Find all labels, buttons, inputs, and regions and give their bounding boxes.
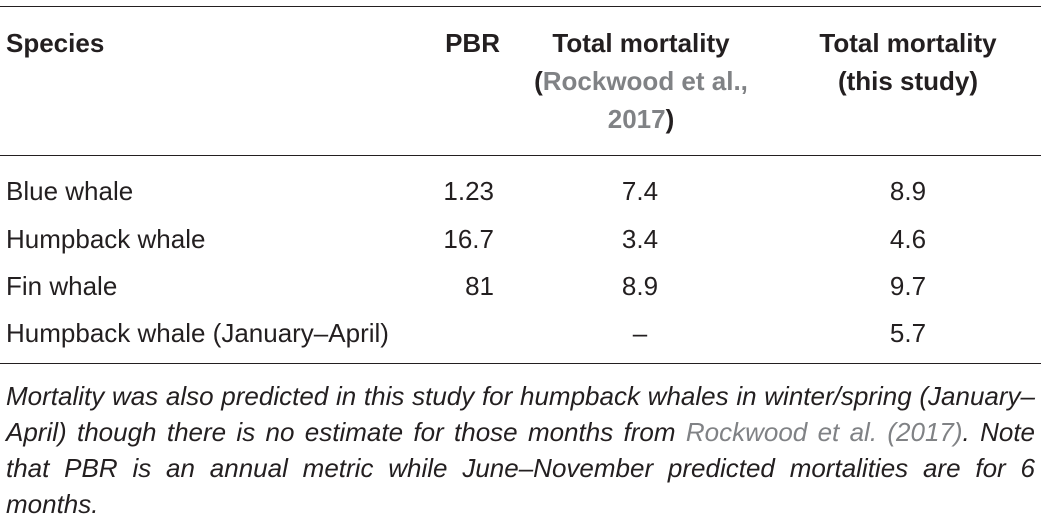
- header-rule: [0, 155, 1041, 156]
- cell-pbr: 81: [465, 271, 494, 301]
- header-rockwood-close: ): [665, 104, 675, 134]
- table-row-humpback-whale-jan-apr: [0, 309, 1041, 357]
- header-pbr: PBR: [445, 28, 500, 58]
- cell-species: Fin whale: [6, 271, 118, 301]
- header-species: Species: [6, 28, 105, 58]
- table-footnote: [6, 378, 1035, 522]
- cell-species: Humpback whale: [6, 224, 206, 254]
- header-rockwood: [508, 24, 774, 138]
- table-row-blue-whale: [0, 167, 1041, 215]
- header-this-study-line1: Total mortality: [819, 28, 997, 58]
- cell-rockwood: 8.9: [621, 271, 659, 301]
- footnote-citation-link[interactable]: Rockwood et al. (2017): [685, 417, 963, 447]
- header-rockwood-citation-link[interactable]: Rockwood et al., 2017: [542, 66, 748, 134]
- cell-rockwood: –: [632, 318, 648, 348]
- cell-pbr: 16.7: [443, 224, 494, 254]
- cell-this-study: 9.7: [889, 271, 927, 301]
- table-row-fin-whale: [0, 262, 1041, 310]
- cell-this-study: 5.7: [889, 318, 927, 348]
- bottom-rule: [0, 363, 1041, 364]
- table-row-humpback-whale: [0, 215, 1041, 263]
- cell-pbr: 1.23: [443, 176, 494, 206]
- header-this-study: [800, 24, 1016, 100]
- header-rockwood-open: (: [534, 66, 543, 96]
- cell-rockwood: 7.4: [621, 176, 659, 206]
- cell-species: Humpback whale (January–April): [6, 318, 389, 348]
- top-rule: [0, 6, 1041, 7]
- header-rockwood-line1: Total mortality: [552, 28, 730, 58]
- footnote-text-2: . Note that PBR is an annual metric while June–November predicted mortalities are for 6 months.: [6, 417, 1035, 519]
- cell-this-study: 8.9: [889, 176, 927, 206]
- footnote-text-1: Mortality was also predicted in this study for humpback whales in winter/spring (January–April) though there is no estimate for those months from: [6, 381, 1035, 447]
- cell-rockwood: 3.4: [621, 224, 659, 254]
- cell-species: Blue whale: [6, 176, 134, 206]
- cell-this-study: 4.6: [889, 224, 927, 254]
- header-this-study-line2: (this study): [837, 66, 979, 96]
